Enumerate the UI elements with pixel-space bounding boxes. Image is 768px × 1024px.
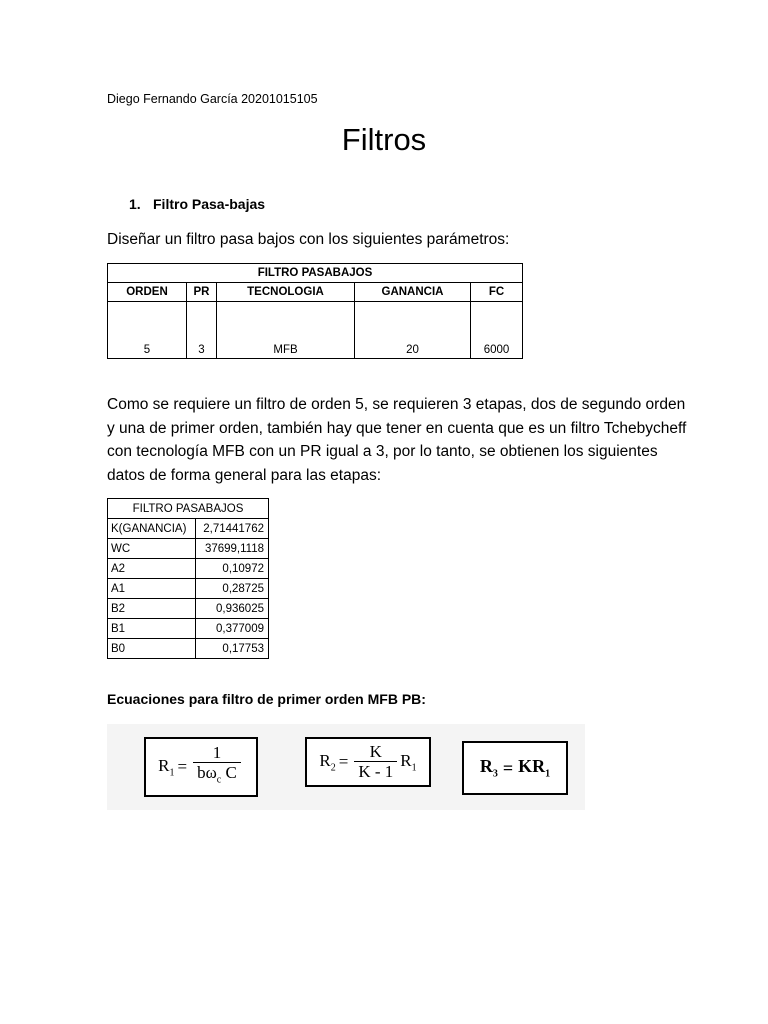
table-row [108, 559, 269, 579]
row-value: 0,936025 [196, 599, 269, 619]
equation-r1 [144, 737, 258, 797]
table-row [108, 639, 269, 659]
table-row [108, 519, 269, 539]
row-value: 0,10972 [196, 559, 269, 579]
header-tecnologia: TECNOLOGIA [217, 283, 355, 302]
row-label: A1 [108, 579, 196, 599]
eq2-lhs: $R_2$ [319, 750, 336, 774]
stage-table-title: FILTRO PASABAJOS [108, 499, 269, 519]
eq1-lhs: $R_1$ [158, 755, 175, 779]
section-number: 1. [129, 196, 141, 212]
table-row [108, 619, 269, 639]
eq3-equals: = [502, 757, 514, 778]
eq1-equals: = [177, 757, 188, 776]
row-value: 2,71441762 [196, 519, 269, 539]
equation-r2 [305, 737, 431, 787]
eq3-rhs: $KR_1$ [518, 756, 551, 780]
page-title: Filtros [341, 122, 427, 157]
stage-data-table [107, 498, 269, 659]
eq2-tail: $R_1$ [400, 750, 417, 774]
value-pr: 3 [187, 302, 217, 359]
row-value: 37699,1118 [196, 539, 269, 559]
value-fc: 6000 [471, 302, 523, 359]
row-value: 0,28725 [196, 579, 269, 599]
row-value: 0,377009 [196, 619, 269, 639]
header-pr: PR [187, 283, 217, 302]
row-label: WC [108, 539, 196, 559]
row-label: B1 [108, 619, 196, 639]
eq1-numerator: 1 [212, 742, 222, 762]
row-label: B0 [108, 639, 196, 659]
table-row [108, 579, 269, 599]
author-line: Diego Fernando García 20201015105 [107, 92, 318, 106]
equations-heading: Ecuaciones para filtro de primer orden MFB PB: [107, 691, 426, 707]
row-label: K(GANANCIA) [108, 519, 196, 539]
description-paragraph: Como se requiere un filtro de orden 5, se requieren 3 etapas, dos de segundo orden y una de primer orden, también hay que tener en cuenta que es un filtro Tchebycheff con tecnología MFB con un PR igual a 3, por lo tanto, se obtienen los siguientes datos de forma general para las etapas: [107, 396, 687, 484]
header-orden: ORDEN [108, 283, 187, 302]
section-title: Filtro Pasa-bajas [153, 196, 266, 212]
row-value: 0,17753 [196, 639, 269, 659]
eq1-fraction [193, 744, 241, 790]
table-row [108, 599, 269, 619]
row-label: B2 [108, 599, 196, 619]
eq2-numerator: K [369, 741, 382, 761]
eq2-fraction [354, 743, 397, 782]
equation-r3 [462, 741, 568, 795]
value-ganancia: 20 [355, 302, 471, 359]
section-heading [129, 196, 265, 212]
eq1-denominator: $b\omega_c$ C [193, 762, 241, 790]
row-label: A2 [108, 559, 196, 579]
header-ganancia: GANANCIA [355, 283, 471, 302]
header-fc: FC [471, 283, 523, 302]
eq2-denominator: K - 1 [354, 761, 397, 782]
eq3-lhs: $R_3$ [479, 756, 498, 780]
eq2-equals: = [338, 752, 349, 771]
equations-strip [107, 724, 585, 810]
intro-text: Diseñar un filtro pasa bajos con los siguientes parámetros: [107, 231, 510, 248]
parameters-table [107, 263, 523, 359]
value-tecnologia: MFB [217, 302, 355, 359]
value-orden: 5 [108, 302, 187, 359]
parameters-table-title: FILTRO PASABAJOS [108, 264, 523, 283]
table-row [108, 539, 269, 559]
